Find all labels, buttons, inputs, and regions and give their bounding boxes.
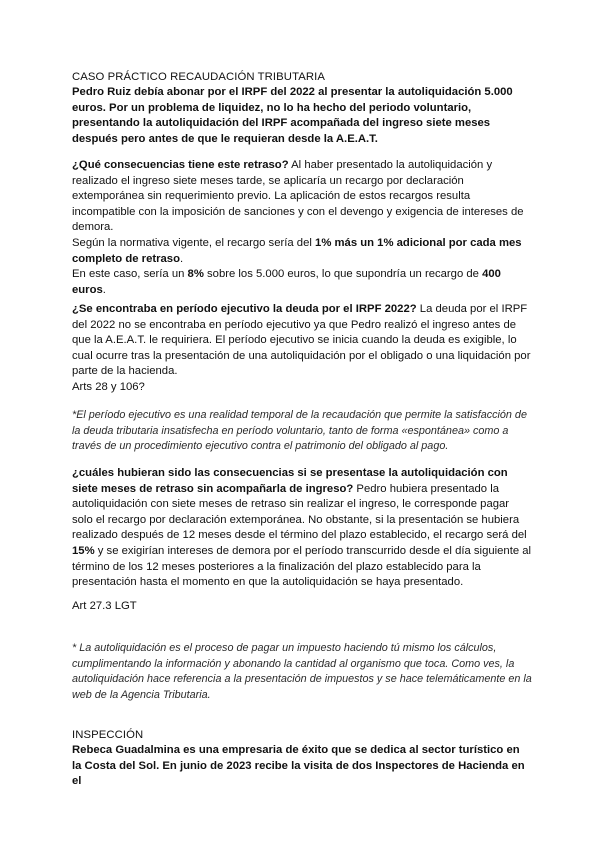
rate-line-text: Según la normativa vigente, el recargo sería del	[72, 236, 316, 249]
rate-line-end: .	[179, 252, 184, 265]
question-3-reference: Art 27.3 LGT	[72, 600, 137, 612]
question-1-paragraph	[72, 158, 532, 236]
question-1-title: ¿Qué consecuencias tiene este retraso?	[72, 159, 289, 171]
question-2-title: ¿Se encontraba en período ejecutivo la deuda por el IRPF 2022?	[72, 303, 417, 315]
question-3-title: ¿cuáles hubieran sido las consecuencias si se presentase la autoliquidación con siete meses de retraso sin acompañarla de ingreso?	[72, 467, 508, 495]
question-2-reference: Arts 28 y 106?	[72, 380, 145, 393]
inspeccion-heading: INSPECCIÓN	[72, 729, 144, 741]
question-3-paragraph	[72, 466, 532, 591]
question-1-result-line	[72, 267, 532, 298]
note-1-text: *El período ejecutivo es una realidad temporal de la recaudación que permite la satisfacción de la deuda tributaria insatisfecha en período voluntario, tanto de forma «espontánea» como a través de un procedimiento ejecutivo contra el patrimonio del obligado al pago.	[72, 409, 527, 453]
note-2-text: * La autoliquidación es el proceso de pagar un impuesto haciendo tú mismo los cálculos, cumplimentando la información y abonando la cantidad al organismo que toca. Como ves, la autoliquidación hace referencia a la presentación de impuestos y se hace telemáticamente en la web de la Agencia Tributaria.	[72, 642, 532, 701]
result-line-middle: sobre los 5.000 euros, lo que supondría un recargo de	[203, 268, 483, 281]
question-3-reference-block	[72, 599, 532, 615]
question-3-percent: 15%	[72, 544, 95, 557]
inspeccion-section	[72, 728, 532, 790]
result-line-end: .	[102, 283, 106, 296]
question-1-section	[72, 158, 532, 298]
caso-heading: CASO PRÁCTICO RECAUDACIÓN TRIBUTARIA	[72, 71, 325, 83]
note-1	[72, 408, 534, 455]
question-2-answer: La deuda por el IRPF del 2022 no se encontraba en período ejecutivo ya que Pedro realizó el ingreso antes de que la A.E.A.T. le requiriera. El período ejecutivo se inicia cuando la deuda es exigible, lo cual ocurre tras la presentación de una autoliquidación por el obligado o una liquidación por parte de la hacienda.	[72, 303, 531, 378]
caso-section	[72, 70, 532, 147]
question-3-section	[72, 466, 532, 591]
result-line-percent: 8%	[187, 268, 204, 281]
question-2-paragraph	[72, 302, 532, 380]
result-line-amount: 400 euros	[72, 268, 501, 296]
question-1-answer: Al haber presentado la autoliquidación y realizado el ingreso siete meses tarde, se aplicaría un recargo por declaración extemporánea sin requerimiento previo. La aplicación de estos recargos resulta incompatible con la imposición de sanciones y con el devengo y exigencia de intereses de demora.	[72, 159, 524, 234]
inspeccion-intro	[72, 743, 532, 790]
question-1-rate-line	[72, 236, 532, 267]
inspeccion-intro-text: Rebeca Guadalmina es una empresaria de éxito que se dedica al sector turístico en la Costa del Sol. En junio de 2023 recibe la visita de dos Inspectores de Hacienda en el	[72, 744, 525, 788]
note-2	[72, 641, 534, 703]
question-3-answer-b: y se exigirían intereses de demora por el período transcurrido desde el día siguiente al término de los 12 meses posteriores a la finalización del plazo establecido para la presentación hasta el momento en que la autoliquidación se haya presentado.	[72, 544, 532, 589]
question-2-section	[72, 302, 532, 396]
caso-intro-text: Pedro Ruiz debía abonar por el IRPF del 2022 al presentar la autoliquidación 5.000 euros. Por un problema de liquidez, no lo ha hecho del periodo voluntario, presentando la autoliquidación del IRPF acompañada del ingreso siete meses después pero antes de que le requieran desde la A.E.A.T.	[72, 86, 513, 145]
question-3-answer-a: Pedro hubiera presentado la autoliquidación con siete meses de retraso sin realizar el ingreso, le corresponde pagar solo el recargo por declaración extemporánea. No obstante, si la presentación se hubiera realizado después de 12 meses desde el término del plazo establecido, el recargo será del	[72, 482, 527, 542]
result-line-text: En este caso, sería un	[72, 268, 188, 281]
caso-intro	[72, 85, 532, 147]
rate-line-bold: 1% más un 1% adicional por cada mes completo de retraso	[72, 236, 522, 265]
